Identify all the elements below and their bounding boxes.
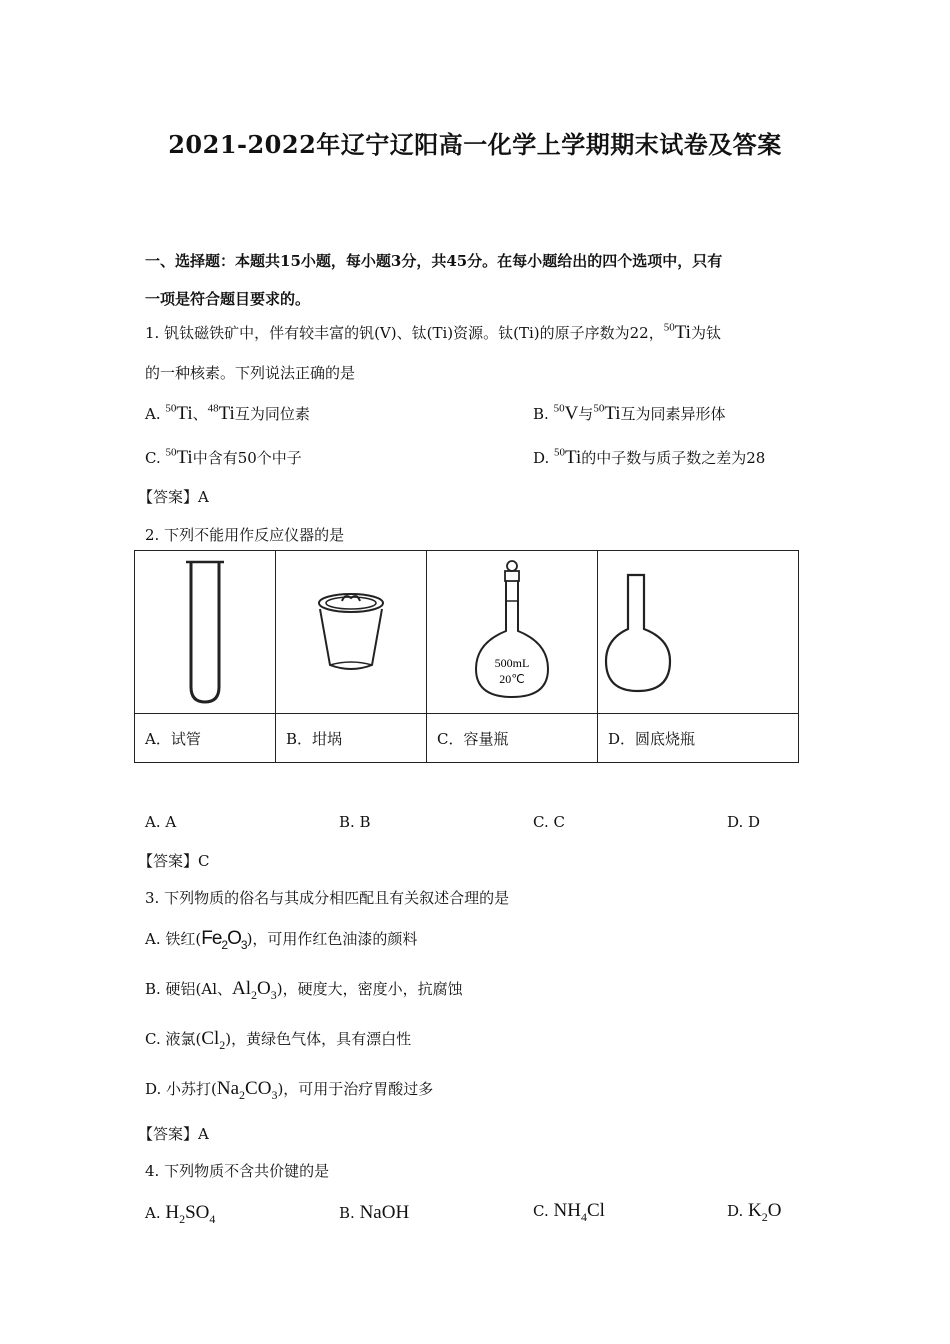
q3-stem: 3. 下列物质的俗名与其成分相匹配且有关叙述合理的是	[145, 889, 510, 907]
q3-option-d: D. 小苏打$(Na_2CO_3)$，可用于治疗胃酸过多	[145, 1078, 434, 1102]
label-test-tube: A．试管	[135, 714, 276, 763]
test-tube-icon	[180, 557, 230, 707]
q4-option-d: D. $K_2O$	[727, 1200, 782, 1224]
q1-stem-line2: 的一种核素。下列说法正确的是	[145, 364, 356, 382]
q2-option-d: D. D	[727, 813, 761, 831]
q4-option-b: B. NaOH	[339, 1202, 410, 1223]
q3-answer: 【答案】A	[138, 1125, 209, 1143]
q4-option-c: C. $NH_4Cl$	[533, 1200, 605, 1224]
q4-option-a: A. $H_2SO_4$	[145, 1202, 216, 1226]
test-tube-cell	[135, 551, 276, 714]
q2-option-a: A. A	[145, 813, 177, 831]
section-heading-line1: 一、选择题：本题共15小题，每小题3分，共45分。在每小题给出的四个选项中，只有	[145, 252, 723, 270]
label-round-flask: D．圆底烧瓶	[598, 714, 799, 763]
q1-option-b: B. $^{50}$V与$^{50}$Ti互为同素异形体	[533, 402, 726, 424]
label-volumetric-flask: C．容量瓶	[427, 714, 598, 763]
q1-option-a: A. $^{50}$Ti、$^{48}$Ti互为同位素	[145, 402, 310, 424]
q2-stem: 2. 下列不能用作反应仪器的是	[145, 526, 345, 544]
q1-option-c: C. $^{50}$Ti中含有50个中子	[145, 446, 302, 468]
q4-stem: 4. 下列物质不含共价键的是	[145, 1162, 330, 1180]
q3-option-a: A. 铁红$(Fe_2O_3)$，可用作红色油漆的颜料	[145, 928, 418, 952]
section-heading-line2: 一项是符合题目要求的。	[145, 290, 311, 308]
volumetric-flask-cell	[427, 551, 598, 714]
q2-answer: 【答案】C	[138, 852, 210, 870]
crucible-icon	[311, 587, 391, 677]
q1-answer: 【答案】A	[138, 488, 209, 506]
apparatus-table	[134, 550, 799, 763]
q2-option-c: C. C	[533, 813, 565, 831]
flask-volume-label: 500mL	[494, 656, 530, 670]
crucible-cell	[276, 551, 427, 714]
q2-option-b: B. B	[339, 813, 371, 831]
volumetric-flask-icon	[472, 557, 552, 707]
q1-option-d: D. $^{50}$Ti的中子数与质子数之差为28	[533, 446, 766, 468]
q1-stem-line1: 1. 钒钛磁铁矿中，伴有较丰富的钒(V)、钛(Ti)资源。钛(Ti)的原子序数为22，$^{50}$Ti为钛	[145, 321, 721, 343]
flask-temp-label: 20℃	[499, 672, 525, 686]
label-crucible: B．坩埚	[276, 714, 427, 763]
q3-option-b: B. 硬铝(Al、$Al_2O_3$)，硬度大，密度小，抗腐蚀	[145, 978, 463, 1002]
round-bottom-flask-icon	[598, 567, 798, 697]
round-flask-cell	[598, 551, 799, 714]
page-title: 2021-2022年辽宁辽阳高一化学上学期期末试卷及答案	[168, 130, 782, 159]
q3-option-c: C. 液氯$(Cl_2)$，黄绿色气体，具有漂白性	[145, 1028, 412, 1052]
